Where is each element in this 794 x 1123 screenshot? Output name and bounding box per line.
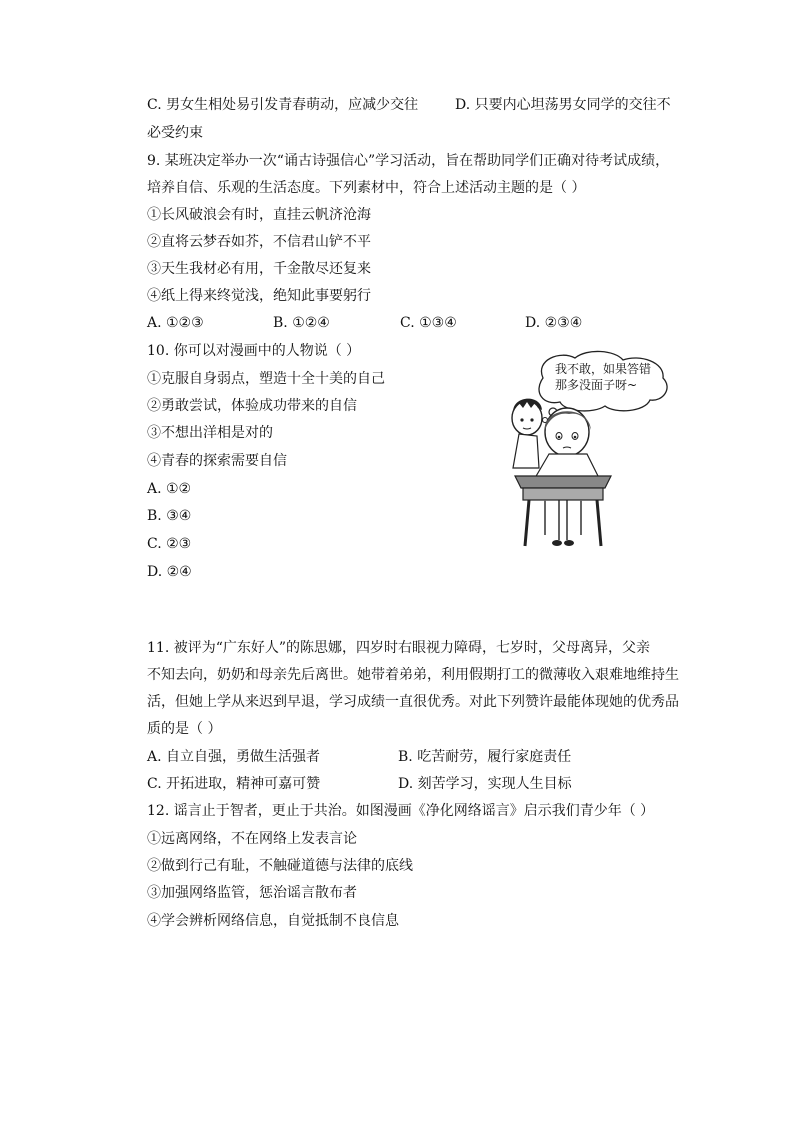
q8-option-d: D. 只要内心坦荡男女同学的交往不 bbox=[455, 97, 671, 113]
q10-cartoon bbox=[505, 350, 675, 555]
q11-stem-line-1: 11. 被评为“广东好人”的陈思娜，四岁时右眼视力障碍，七岁时，父母离异，父亲 bbox=[147, 640, 651, 656]
q9-item-4: ④纸上得来终觉浅，绝知此事要躬行 bbox=[147, 288, 371, 304]
q10-option-a: A. ①② bbox=[147, 481, 192, 497]
q12-item-2: ②做到行己有耻，不触碰道德与法律的底线 bbox=[147, 858, 413, 874]
q9-option-d: D. ②③④ bbox=[525, 315, 583, 331]
q9-option-c: C. ①③④ bbox=[400, 315, 457, 331]
q10-item-3: ③不想出洋相是对的 bbox=[147, 425, 273, 441]
cartoon-speech-line-1: 我不敢，如果答错 bbox=[555, 362, 652, 376]
q11-stem-line-3: 活，但她上学从来迟到早退，学习成绩一直很优秀。对此下列赞许最能体现她的优秀品 bbox=[147, 694, 679, 710]
q11-option-c: C. 开拓进取，精神可嘉可赞 bbox=[147, 776, 321, 792]
q10-item-4: ④青春的探索需要自信 bbox=[147, 453, 287, 469]
q9-stem-line-1: 9. 某班决定举办一次“诵古诗强信心”学习活动，旨在帮助同学们正确对待考试成绩， bbox=[147, 153, 670, 169]
q9-option-b: B. ①②④ bbox=[273, 315, 330, 331]
q10-item-1: ①克服自身弱点，塑造十全十美的自己 bbox=[147, 371, 385, 387]
cartoon-speech-line-2: 那多没面子呀~ bbox=[555, 378, 638, 392]
q8-option-d-continued: 必受约束 bbox=[147, 125, 203, 141]
q11-stem-line-4: 质的是（ ） bbox=[147, 721, 222, 737]
q9-item-1: ①长风破浪会有时，直挂云帆济沧海 bbox=[147, 207, 371, 223]
q10-option-d: D. ②④ bbox=[147, 564, 192, 580]
q10-option-b: B. ③④ bbox=[147, 508, 192, 524]
q9-option-a: A. ①②③ bbox=[147, 315, 204, 331]
q9-stem-line-2: 培养自信、乐观的生活态度。下列素材中，符合上述活动主题的是（ ） bbox=[147, 180, 586, 196]
q10-item-2: ②勇敢尝试，体验成功带来的自信 bbox=[147, 398, 357, 414]
q11-stem-line-2: 不知去向，奶奶和母亲先后离世。她带着弟弟，利用假期打工的微薄收入艰难地维持生 bbox=[147, 667, 679, 683]
q12-item-1: ①远离网络，不在网络上发表言论 bbox=[147, 831, 357, 847]
q10-option-c: C. ②③ bbox=[147, 536, 192, 552]
q11-option-d: D. 刻苦学习，实现人生目标 bbox=[398, 776, 572, 792]
q9-item-3: ③天生我材必有用，千金散尽还复来 bbox=[147, 261, 371, 277]
q12-item-3: ③加强网络监管，惩治谣言散布者 bbox=[147, 885, 357, 901]
q11-option-b: B. 吃苦耐劳，履行家庭责任 bbox=[398, 749, 572, 765]
q12-stem: 12. 谣言止于智者，更止于共治。如图漫画《净化网络谣言》启示我们青少年（ ） bbox=[147, 803, 655, 819]
q9-item-2: ②直将云梦吞如芥，不信君山铲不平 bbox=[147, 234, 371, 250]
q12-item-4: ④学会辨析网络信息，自觉抵制不良信息 bbox=[147, 913, 399, 929]
q8-option-c: C. 男女生相处易引发青春萌动，应减少交往 bbox=[147, 97, 419, 113]
q11-option-a: A. 自立自强，勇做生活强者 bbox=[147, 749, 321, 765]
q10-stem: 10. 你可以对漫画中的人物说（ ） bbox=[147, 343, 361, 359]
